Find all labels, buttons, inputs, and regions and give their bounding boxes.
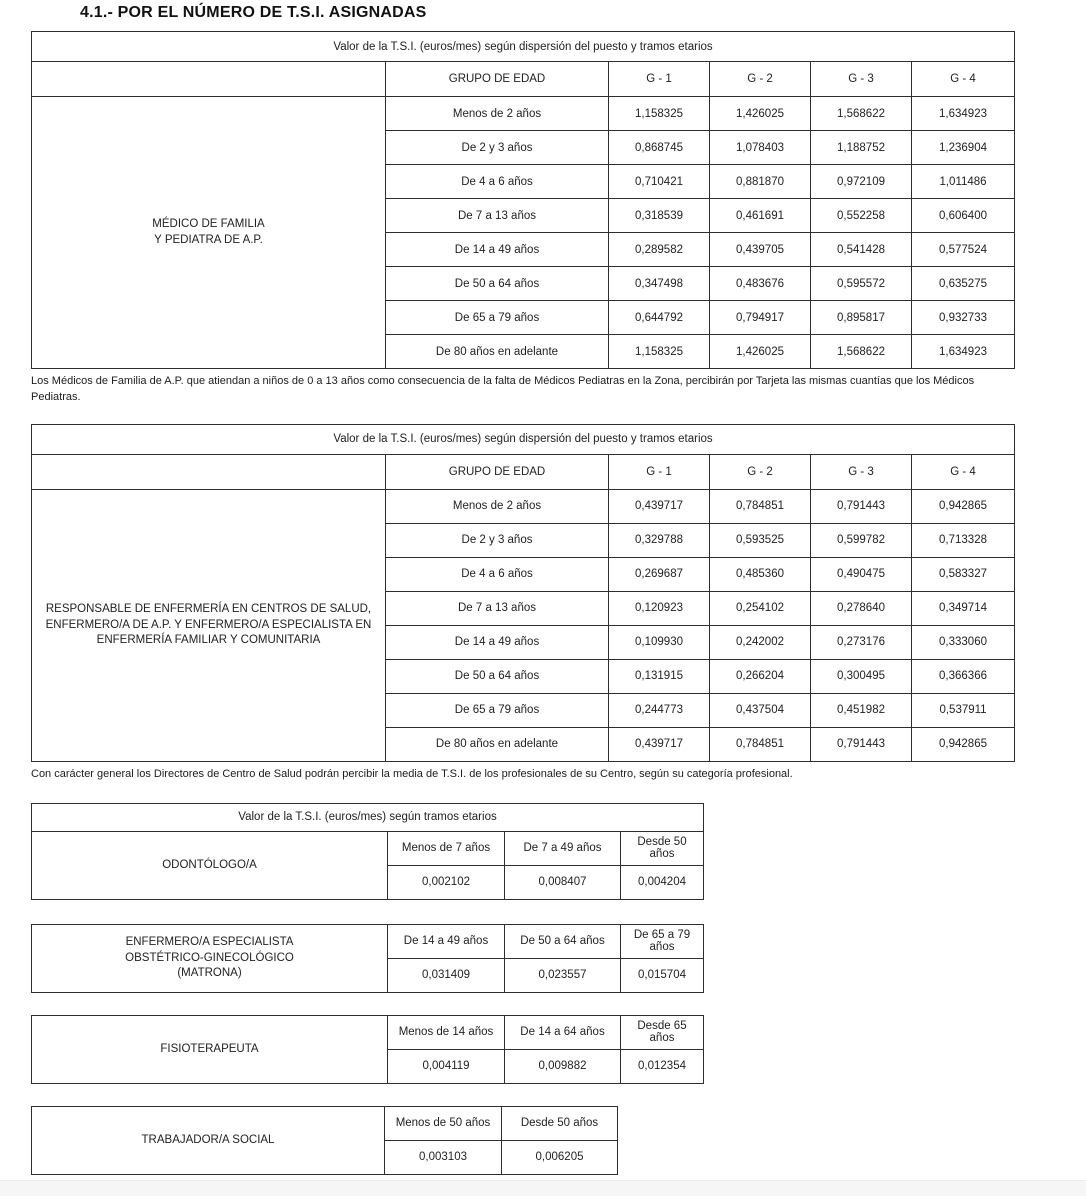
column-header-g4: G - 4 [912, 62, 1015, 97]
value-cell: 0,972109 [811, 165, 912, 199]
age-cell: De 50 a 64 años [386, 659, 609, 693]
value-cell: 0,244773 [609, 693, 710, 727]
age-cell: De 65 a 79 años [386, 301, 609, 335]
value-cell: 0,791443 [811, 727, 912, 761]
value-cell: 0,269687 [609, 557, 710, 591]
age-cell: Menos de 2 años [386, 97, 609, 131]
column-header-age: Menos de 50 años [385, 1106, 502, 1140]
value-cell: 0,577524 [912, 233, 1015, 267]
column-header-age: Desde 65 años [621, 1015, 704, 1049]
value-cell: 0,333060 [912, 625, 1015, 659]
value-cell: 0,606400 [912, 199, 1015, 233]
age-cell: De 80 años en adelante [386, 727, 609, 761]
value-cell: 0,004119 [388, 1049, 505, 1083]
table-row [32, 489, 1015, 523]
medico-familia-table [31, 31, 1015, 369]
value-cell: 0,004204 [621, 865, 704, 899]
odontologo-table [31, 803, 704, 900]
column-header-age: De 65 a 79 años [621, 924, 704, 958]
note-medicos-familia: Los Médicos de Familia de A.P. que atiendan a niños de 0 a 13 años como consecuencia de la falta de Médicos Pediatras en la Zona, percibirán por Tarjeta las mismas cuantías que los Médicos Pediatras. [31, 375, 975, 403]
value-cell: 0,635275 [912, 267, 1015, 301]
value-cell: 0,329788 [609, 523, 710, 557]
table-header: Valor de la T.S.I. (euros/mes) según dispersión del puesto y tramos etarios [32, 32, 1015, 62]
value-cell: 0,485360 [710, 557, 811, 591]
value-cell: 0,583327 [912, 557, 1015, 591]
trabajador-social-table [31, 1106, 618, 1175]
value-cell: 1,011486 [912, 165, 1015, 199]
value-cell: 0,593525 [710, 523, 811, 557]
age-cell: De 80 años en adelante [386, 335, 609, 369]
value-cell: 0,895817 [811, 301, 912, 335]
value-cell: 0,006205 [502, 1140, 618, 1174]
value-cell: 0,300495 [811, 659, 912, 693]
age-cell: De 14 a 49 años [386, 625, 609, 659]
empty-corner-cell [32, 454, 386, 489]
value-cell: 0,868745 [609, 131, 710, 165]
value-cell: 0,318539 [609, 199, 710, 233]
value-cell: 0,109930 [609, 625, 710, 659]
value-cell: 1,426025 [710, 97, 811, 131]
column-header-age: Desde 50 años [502, 1106, 618, 1140]
age-cell: De 7 a 13 años [386, 199, 609, 233]
value-cell: 0,031409 [388, 958, 505, 992]
page-bottom-strip [0, 1180, 1086, 1196]
table-header: Valor de la T.S.I. (euros/mes) según dispersión del puesto y tramos etarios [32, 424, 1015, 454]
value-cell: 0,791443 [811, 489, 912, 523]
value-cell: 0,023557 [505, 958, 621, 992]
value-cell: 0,439717 [609, 727, 710, 761]
value-cell: 0,784851 [710, 727, 811, 761]
value-cell: 0,015704 [621, 958, 704, 992]
column-header-g2: G - 2 [710, 454, 811, 489]
column-header-g4: G - 4 [912, 454, 1015, 489]
value-cell: 0,273176 [811, 625, 912, 659]
column-header-grupo-edad: GRUPO DE EDAD [386, 62, 609, 97]
value-cell: 0,461691 [710, 199, 811, 233]
value-cell: 1,158325 [609, 97, 710, 131]
value-cell: 0,366366 [912, 659, 1015, 693]
matrona-table [31, 924, 704, 993]
column-header-g3: G - 3 [811, 454, 912, 489]
page-title: 4.1.- POR EL NÚMERO DE T.S.I. ASIGNADAS [80, 4, 427, 21]
value-cell: 0,541428 [811, 233, 912, 267]
value-cell: 0,932733 [912, 301, 1015, 335]
category-label-fisioterapeuta: FISIOTERAPEUTA [32, 1015, 388, 1083]
category-label-trabajador-social: TRABAJADOR/A SOCIAL [32, 1106, 385, 1174]
value-cell: 0,012354 [621, 1049, 704, 1083]
value-cell: 0,552258 [811, 199, 912, 233]
column-header-age: De 50 a 64 años [505, 924, 621, 958]
column-header-age: Menos de 14 años [388, 1015, 505, 1049]
note-directores: Con carácter general los Directores de Centro de Salud podrán percibir la media de T.S.I. de los profesionales de su Centro, según su categoría profesional. [31, 767, 793, 780]
value-cell: 0,437504 [710, 693, 811, 727]
value-cell: 0,942865 [912, 489, 1015, 523]
value-cell: 0,266204 [710, 659, 811, 693]
column-header-age: De 14 a 49 años [388, 924, 505, 958]
enfermeria-table [31, 424, 1015, 762]
value-cell: 0,254102 [710, 591, 811, 625]
age-cell: De 2 y 3 años [386, 131, 609, 165]
value-cell: 0,009882 [505, 1049, 621, 1083]
value-cell: 0,537911 [912, 693, 1015, 727]
age-cell: De 4 a 6 años [386, 165, 609, 199]
value-cell: 1,236904 [912, 131, 1015, 165]
value-cell: 1,568622 [811, 97, 912, 131]
value-cell: 1,188752 [811, 131, 912, 165]
column-header-age: Menos de 7 años [388, 831, 505, 865]
age-cell: De 65 a 79 años [386, 693, 609, 727]
column-header-g3: G - 3 [811, 62, 912, 97]
value-cell: 1,426025 [710, 335, 811, 369]
column-header-g1: G - 1 [609, 454, 710, 489]
value-cell: 0,439705 [710, 233, 811, 267]
table-header: Valor de la T.S.I. (euros/mes) según tramos etarios [32, 803, 704, 831]
value-cell: 0,131915 [609, 659, 710, 693]
age-cell: De 14 a 49 años [386, 233, 609, 267]
value-cell: 0,289582 [609, 233, 710, 267]
age-cell: De 2 y 3 años [386, 523, 609, 557]
value-cell: 0,710421 [609, 165, 710, 199]
column-header-g1: G - 1 [609, 62, 710, 97]
column-header-age: Desde 50 años [621, 831, 704, 865]
fisioterapeuta-table [31, 1015, 704, 1084]
column-header-age: De 14 a 64 años [505, 1015, 621, 1049]
value-cell: 1,634923 [912, 97, 1015, 131]
value-cell: 0,347498 [609, 267, 710, 301]
value-cell: 0,002102 [388, 865, 505, 899]
value-cell: 0,713328 [912, 523, 1015, 557]
table-row [32, 97, 1015, 131]
age-cell: Menos de 2 años [386, 489, 609, 523]
age-cell: De 4 a 6 años [386, 557, 609, 591]
value-cell: 0,794917 [710, 301, 811, 335]
age-cell: De 50 a 64 años [386, 267, 609, 301]
value-cell: 0,008407 [505, 865, 621, 899]
value-cell: 0,120923 [609, 591, 710, 625]
value-cell: 1,568622 [811, 335, 912, 369]
value-cell: 0,599782 [811, 523, 912, 557]
value-cell: 1,158325 [609, 335, 710, 369]
value-cell: 0,784851 [710, 489, 811, 523]
column-header-age: De 7 a 49 años [505, 831, 621, 865]
value-cell: 0,483676 [710, 267, 811, 301]
value-cell: 0,003103 [385, 1140, 502, 1174]
value-cell: 0,278640 [811, 591, 912, 625]
value-cell: 0,942865 [912, 727, 1015, 761]
column-header-g2: G - 2 [710, 62, 811, 97]
value-cell: 0,595572 [811, 267, 912, 301]
value-cell: 0,439717 [609, 489, 710, 523]
category-label-medico: MÉDICO DE FAMILIA Y PEDIATRA DE A.P. [32, 97, 386, 369]
category-label-matrona: ENFERMERO/A ESPECIALISTA OBSTÉTRICO-GINECOLÓGICO (MATRONA) [32, 924, 388, 992]
value-cell: 0,644792 [609, 301, 710, 335]
value-cell: 1,634923 [912, 335, 1015, 369]
empty-corner-cell [32, 62, 386, 97]
value-cell: 0,490475 [811, 557, 912, 591]
value-cell: 1,078403 [710, 131, 811, 165]
value-cell: 0,451982 [811, 693, 912, 727]
category-label-enfermeria: RESPONSABLE DE ENFERMERÍA EN CENTROS DE SALUD, ENFERMERO/A DE A.P. Y ENFERMERO/A ESPECIALISTA EN ENFERMERÍA FAMILIAR Y COMUNITARIA [32, 489, 386, 761]
column-header-grupo-edad: GRUPO DE EDAD [386, 454, 609, 489]
value-cell: 0,242002 [710, 625, 811, 659]
age-cell: De 7 a 13 años [386, 591, 609, 625]
value-cell: 0,881870 [710, 165, 811, 199]
category-label-odontologo: ODONTÓLOGO/A [32, 831, 388, 899]
value-cell: 0,349714 [912, 591, 1015, 625]
